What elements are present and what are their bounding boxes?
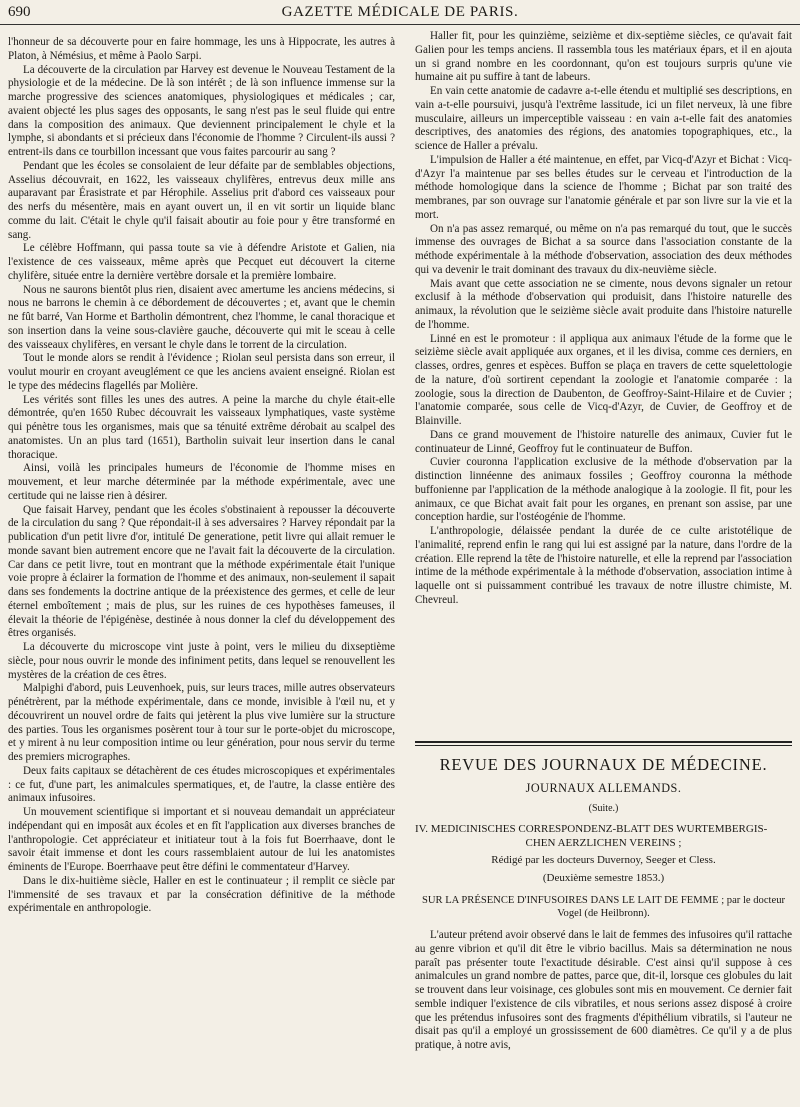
journal-title: GAZETTE MÉDICALE DE PARIS. xyxy=(281,4,519,20)
paragraph: Les vérités sont filles les unes des autres. A peine la marche du chyle était-elle démontrée, qu'en 1650 Rubec découvrait les vaisseaux lymphatiques, vaste système qui pénètre tous les organismes, mais que sa ténuité extrême dérobait au scalpel des anatomistes. Un an plus tard (1651), Bartholin suivait leur insertion dans le canal thoracique. xyxy=(8,393,395,461)
review-subtitle: JOURNAUX ALLEMANDS. xyxy=(525,781,682,795)
paragraph: La découverte du microscope vint juste à point, vers le milieu du dixseptième siècle, pour nous ouvrir le monde des infiniment petits, dans lequel se renouvellent les mystères de la création de ces êtres. xyxy=(8,641,395,681)
paragraph: En vain cette anatomie de cadavre a-t-elle étendu et multiplié ses descriptions, en vain a-t-elle poursuivi, jusqu'à l'extrême lassitude, ici un filet nerveux, là une fibre musculaire, ailleurs un imperceptible vaisseau : en vain a-t-elle fait des anatomies descriptives, des anatomies des régions, des anatomies topographiques, etc., la science de Haller a prévalu. xyxy=(415,85,792,152)
review-title: REVUE DES JOURNAUX DE MÉDECINE. xyxy=(439,755,768,774)
paragraph: Deux faits capitaux se détachèrent de ces études microscopiques et expérimentales : ce fut, d'une part, les animalcules spermatiques, et, de l'autre, la classe entière des animaux infusoires. xyxy=(8,764,395,805)
page-number: 690 xyxy=(8,4,31,20)
paragraph: On n'a pas assez remarqué, ou même on n'a pas remarqué du tout, que le succès immense des ouvrages de Bichat a sa source dans l'association constante de la méthode expérimentale à la méthode d'observation, association des deux méthodes qui va devenir le trait dominant des travaux du dix-neuvième siècle. xyxy=(415,222,792,276)
article-title xyxy=(415,894,792,920)
section-title-line: CHEN AERZLICHEN VEREINS ; xyxy=(525,836,682,849)
paragraph: Dans le dix-huitième siècle, Haller en est le continuateur ; il remplit ce siècle par l'immensité de ses travaux et par la consécration définitive de la méthode expérimentale en anthropologie. xyxy=(8,874,395,915)
review-suite: (Suite.) xyxy=(588,803,619,814)
paragraph: Un mouvement scientifique si important et si nouveau demandait un appréciateur indépendant qui en imposât aux écoles et en fît l'application aux diverses branches de l'anthropologie. Cet appréciateur et initiateur tout à la fois fut Boerrhaave, dont le savoir était immense et dont les cours rassemblaient autour de lui les anatomistes éminents de l'Europe. Boerrhaave peut être défini le commentateur d'Harvey. xyxy=(8,806,395,873)
paragraph: Dans ce grand mouvement de l'histoire naturelle des animaux, Cuvier fut le continuateur de Linné, Geoffroy fut le continuateur de Buffon. xyxy=(415,428,792,455)
paragraph: Tout le monde alors se rendit à l'évidence ; Riolan seul persista dans son erreur, il voulut mourir en croyant aveuglément ce que les anciens avaient enseigné. Riolan est le type des médecins flagellés par Molière. xyxy=(8,352,395,392)
paragraph: L'anthropologie, délaissée pendant la durée de ce culte aristotélique de l'animalité, reprend enfin le rang qui lui est assigné par la nature, dans l'ordre de la création. Elle reprend la tête de l'histoire naturelle, et elle la reprend par l'association intime de la méthode expérimentale à la méthode d'observation, association intime à laquelle ont si puissamment contribué les travaux de notre illustre chimiste, M. Chevreul. xyxy=(415,525,792,606)
article-title-line: SUR LA PRÉSENCE D'INFUSOIRES DANS LE LAIT DE FEMME ; par le docteur xyxy=(421,895,786,906)
paragraph: Linné en est le promoteur : il appliqua aux animaux l'étude de la forme que le seizième siècle avait appliquée aux organes, et il les divisa, comme ces derniers, en classes, ordres, genres et espèces. Buffon se plaça en travers de cette squelettologie de la nature, d'où sortirent cependant la zoologie et l'anatomie comparée : la zoologie, sous la direction de Daubenton, de Geoffroy-Saint-Hilaire et de Cuvier ; l'anatomie comparée, sous celle de Vicq-d'Azyr, de Cuvier, de Geoffroy et de Blainville. xyxy=(415,332,792,427)
paragraph: Nous ne saurons bientôt plus rien, disaient avec amertume les anciens médecins, si nous ne barrons le chemin à ce débordement de découvertes ; et, avant que le chemin ne fût barré, Van Horme et Bartholin démontrent, chez l'homme, le canal thoracique et son insertion dans la veine sous-clavière gauche, découverte qui mit le sceau à celle des vaisseaux chylifères, en versant le chyle dans le torrent de la circulation. xyxy=(8,283,395,351)
article-body xyxy=(415,929,792,1053)
paragraph: Ainsi, voilà les principales humeurs de l'économie de l'homme mises en mouvement, et leur marche déterminée par la méthode expérimentale, avec une certitude qui ne laisse rien à désirer. xyxy=(8,462,395,502)
paragraph: Que faisait Harvey, pendant que les écoles s'obstinaient à repousser la découverte de la circulation du sang ? Que répondait-il à ses adversaires ? Harvey répondait par la publication d'un petit livre d'or, intitulé De generatione, petit livre qui allait remuer le monde savant bien autrement encore que ne l'avait fait la découverte de la circulation. Car dans ce petit livre, tout en montrant que la méthode expérimentale était l'unique voie propre à éclairer la formation de l'homme et des animaux, non-seulement il sapait dans ses fondements la doctrine antique de la préexistence des germes, et celle de leur éternel emboîtement ; mais de plus, sur les ruines de ces hypothèses fameuses, il élevait la théorie de l'épigénèse, destinée à nous donner la clef du développement des êtres organisés. xyxy=(8,503,395,640)
section-title-line: IV. MEDICINISCHES CORRESPONDENZ-BLATT DES WURTEMBERGIS- xyxy=(415,823,768,835)
section-divider-bottom xyxy=(415,745,792,746)
semester-line: (Deuxième semestre 1853.) xyxy=(542,872,665,884)
paragraph: L'auteur prétend avoir observé dans le lait de femmes des infusoires qu'il rattache au genre vibrion et qu'il dit être le vibrio bacillus. Mais sa détermination ne nous paraît pas présenter toute l'exactitude désirable. C'est ainsi qu'il suppose à ces animalcules un grand nombre de pattes, parce que, dit-il, lorsque ces globules du lait se trouvent dans leur voisinage, ces globules sont mis en mouvement. Ce dernier fait semble indiquer l'existence de cils vibratiles, et nous serions assez disposé à croire que les prétendus infusoires sont des fragments d'épithélium vibratils, si l'auteur ne disait pas qu'il a employé un grossissement de 600 diamètres. Ce qu'il y a de plus pratique, à notre avis, xyxy=(415,929,792,1051)
paragraph: Cuvier couronna l'application exclusive de la méthode d'observation par la distinction linnéenne des animaux fossiles ; Geoffroy couronna la méthode buffonienne par l'application de la méthode analogique à la zoologie. Il fit, pour les animaux, ce que Bichat avait fait pour les organes, en prenant son assise, par une conception hardie, sur l'ostéogénie de l'homme. xyxy=(415,456,792,524)
section-title xyxy=(415,823,792,850)
review-section xyxy=(415,755,792,1053)
editors-line: Rédigé par les docteurs Duvernoy, Seeger et Cless. xyxy=(491,854,716,866)
left-column xyxy=(8,36,395,1096)
paragraph: Malpighi d'abord, puis Leuvenhoek, puis, sur leurs traces, mille autres observateurs pénétrèrent, par la méthode expérimentale, dans ce monde, invisible à l'œil nu, et y découvrirent un nouvel ordre de faits qui jetèrent la plus vive lumière sur la structure des parties. Tous les organismes posèrent tour à tour sur le porte-objet du microscope, et y mirent à nu leur composition intime ou leur génération, pour nous servir du terme des premiers micrographes. xyxy=(8,682,395,763)
page-header xyxy=(0,0,800,25)
paragraph: l'honneur de sa découverte pour en faire hommage, les uns à Hippocrate, les autres à Platon, à Némésius, et même à Paolo Sarpi. xyxy=(8,36,395,62)
paragraph: Mais avant que cette association ne se cimente, nous devons signaler un retour exclusif à la méthode d'observation qui produisit, dans l'histoire naturelle des animaux, la révolution que le seizième siècle avait produite dans l'histoire naturelle de l'homme. xyxy=(415,277,792,331)
section-divider-top xyxy=(415,741,792,743)
article-title-line: Vogel (de Heilbronn). xyxy=(557,908,650,919)
paragraph: L'impulsion de Haller a été maintenue, en effet, par Vicq-d'Azyr et Bichat : Vicq-d'Azyr l'a maintenue par ses belles études sur le cerveau et l'introduction de la méthode homologique dans la science de l'homme ; Bichat par son traité des membranes, par son ouvrage sur l'anatomie générale et par son livre sur la vie et la mort. xyxy=(415,153,792,221)
paragraph: Pendant que les écoles se consolaient de leur défaite par de semblables objections, Asselius découvrait, en 1622, les vaisseaux chylifères, entrevus deux mille ans auparavant par Érasistrate et par Hérophile. Asselius prit d'abord ces vaisseaux pour des nerfs du mésentère, mais en ayant ouvert un, il en vit sortir un liquide blanc comme du lait. C'était le chyle qu'il faisait aboutir au foie pour y être transformé en sang. xyxy=(8,159,395,241)
paragraph: Haller fit, pour les quinzième, seizième et dix-septième siècles, ce qu'avait fait Galien pour les temps anciens. Il rassembla tous les matériaux épars, et il en ajouta un si grand nombre en les coordonnant, qu'on est toujours surpris qu'une vie humaine ait pu suffire à tant de labeurs. xyxy=(415,30,792,84)
paragraph: La découverte de la circulation par Harvey est devenue le Nouveau Testament de la physiologie et de la médecine. De là son intérêt ; de là son influence immense sur la marche progressive des sciences anatomiques, physiologiques et médicales ; car, avaient objecté les plus sages des opposants, le sang n'est pas le seul fluide qui entre dans la composition des animaux. Que deviennent principalement le chyle et la lymphe, si abondants et si précieux dans l'économie de l'homme ? Circulent-ils aussi ? entrent-ils dans ce tourbillon incessant que vous faites parcourir au sang ? xyxy=(8,63,395,158)
paragraph: Le célèbre Hoffmann, qui passa toute sa vie à défendre Aristote et Galien, nia l'existence de ces vaisseaux, même après que Pecquet eut découvert la citerne chylifère, située entre la dernière vertèbre dorsale et la première lombaire. xyxy=(8,242,395,282)
